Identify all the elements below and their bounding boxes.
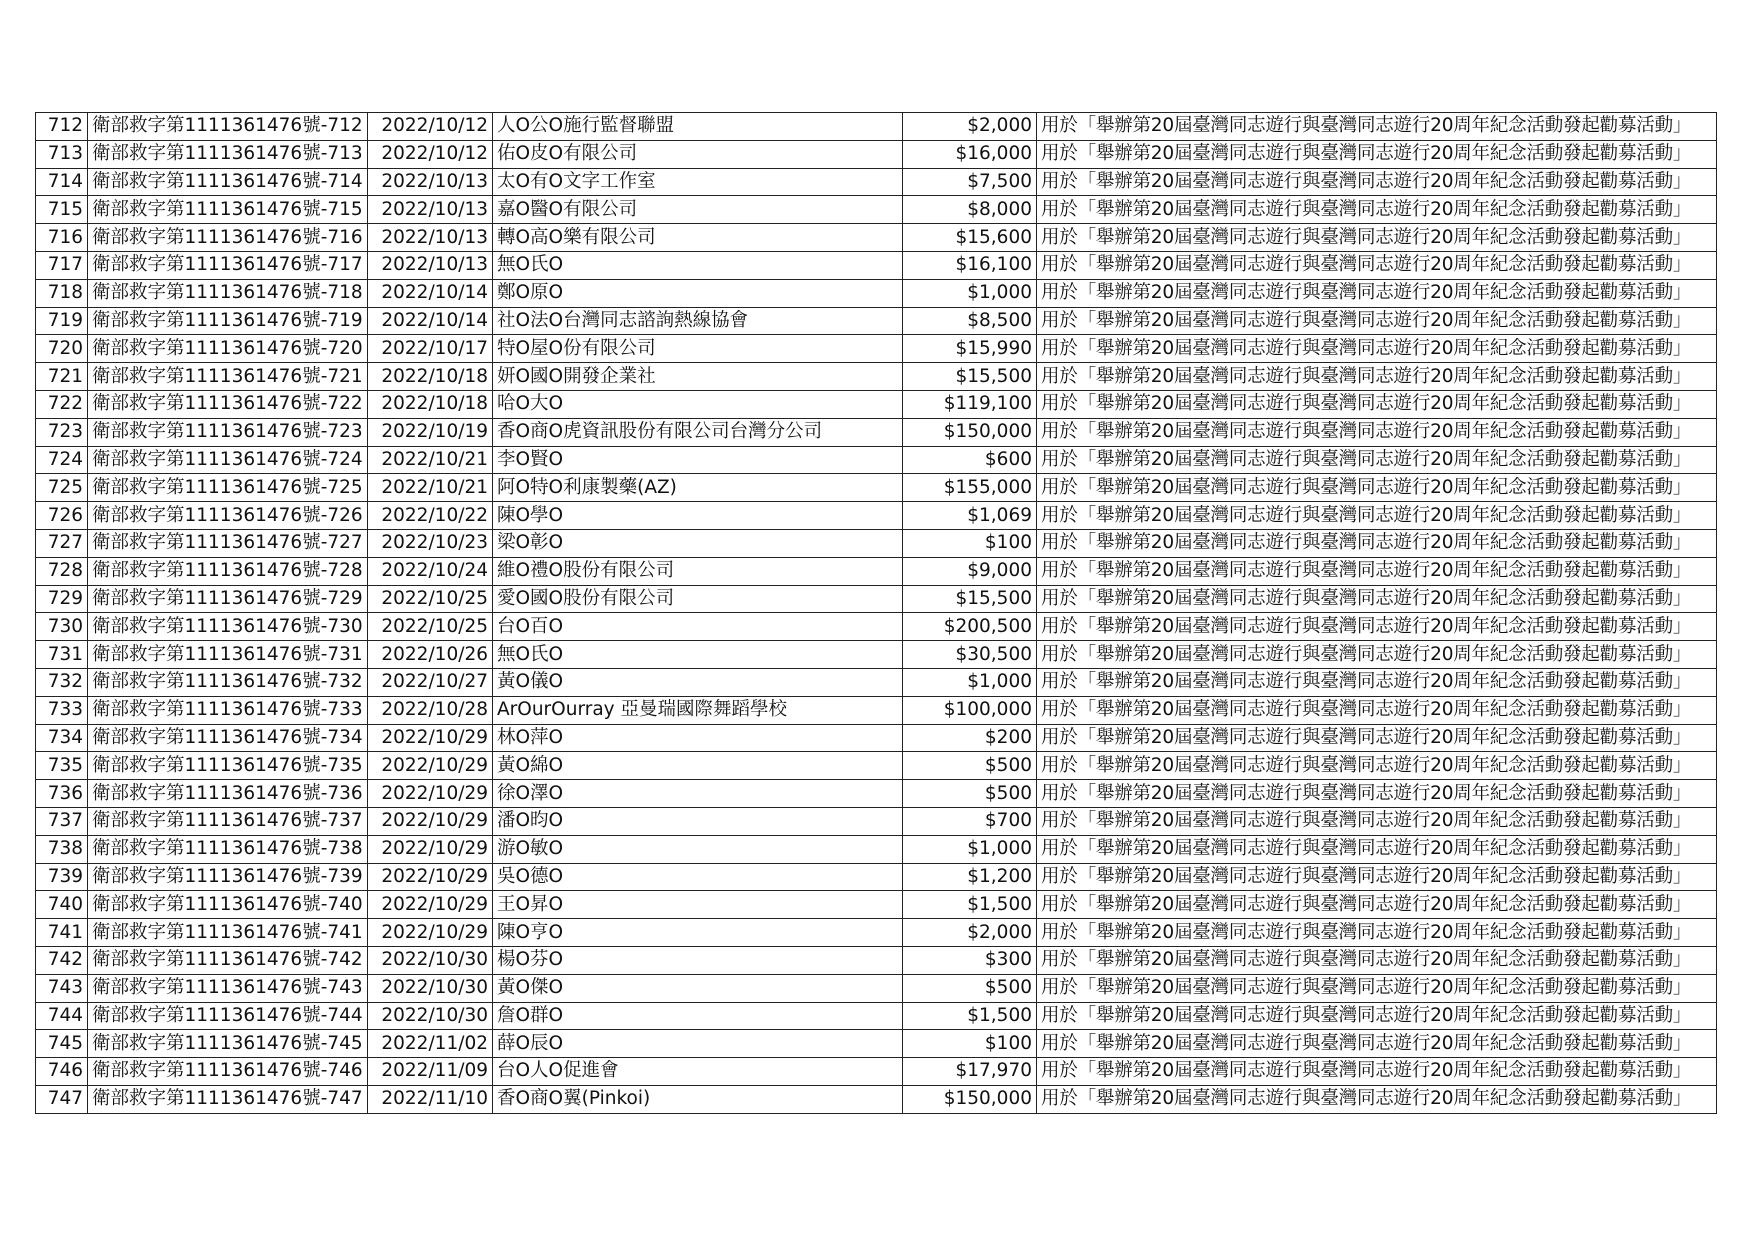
donation-date-cell: 2022/11/09 [368,1058,493,1086]
table-row [36,446,1717,474]
approval-reference-cell: 衛部救字第1111361476號-718 [88,279,368,307]
table-row [36,946,1717,974]
donor-name-cell: 維O禮O股份有限公司 [493,557,903,585]
approval-reference-cell: 衛部救字第1111361476號-717 [88,251,368,279]
table-row [36,279,1717,307]
approval-reference-cell: 衛部救字第1111361476號-734 [88,724,368,752]
donor-name-cell: 香O商O翼(Pinkoi) [493,1085,903,1113]
approval-reference-cell: 衛部救字第1111361476號-720 [88,335,368,363]
table-row [36,168,1717,196]
serial-number-cell: 744 [36,1002,88,1030]
purpose-cell: 用於「舉辦第20屆臺灣同志遊行與臺灣同志遊行20周年紀念活動發起勸募活動」 [1037,919,1717,947]
approval-reference-cell: 衛部救字第1111361476號-732 [88,668,368,696]
purpose-cell: 用於「舉辦第20屆臺灣同志遊行與臺灣同志遊行20周年紀念活動發起勸募活動」 [1037,780,1717,808]
purpose-cell: 用於「舉辦第20屆臺灣同志遊行與臺灣同志遊行20周年紀念活動發起勸募活動」 [1037,891,1717,919]
approval-reference-cell: 衛部救字第1111361476號-726 [88,502,368,530]
purpose-cell: 用於「舉辦第20屆臺灣同志遊行與臺灣同志遊行20周年紀念活動發起勸募活動」 [1037,529,1717,557]
serial-number-cell: 725 [36,474,88,502]
serial-number-cell: 716 [36,224,88,252]
serial-number-cell: 723 [36,418,88,446]
donation-date-cell: 2022/10/13 [368,168,493,196]
purpose-cell: 用於「舉辦第20屆臺灣同志遊行與臺灣同志遊行20周年紀念活動發起勸募活動」 [1037,1058,1717,1086]
donation-date-cell: 2022/10/12 [368,140,493,168]
serial-number-cell: 742 [36,946,88,974]
donor-name-cell: 詹O群O [493,1002,903,1030]
purpose-cell: 用於「舉辦第20屆臺灣同志遊行與臺灣同志遊行20周年紀念活動發起勸募活動」 [1037,641,1717,669]
table-row [36,113,1717,141]
donation-date-cell: 2022/10/30 [368,946,493,974]
amount-cell: $1,000 [903,279,1037,307]
donor-name-cell: 愛O國O股份有限公司 [493,585,903,613]
purpose-cell: 用於「舉辦第20屆臺灣同志遊行與臺灣同志遊行20周年紀念活動發起勸募活動」 [1037,613,1717,641]
table-row [36,529,1717,557]
donor-name-cell: 妍O國O開發企業社 [493,363,903,391]
donor-name-cell: 潘O昀O [493,807,903,835]
donation-date-cell: 2022/10/19 [368,418,493,446]
approval-reference-cell: 衛部救字第1111361476號-716 [88,224,368,252]
donation-date-cell: 2022/10/26 [368,641,493,669]
amount-cell: $119,100 [903,390,1037,418]
donation-date-cell: 2022/10/29 [368,752,493,780]
purpose-cell: 用於「舉辦第20屆臺灣同志遊行與臺灣同志遊行20周年紀念活動發起勸募活動」 [1037,113,1717,141]
serial-number-cell: 745 [36,1030,88,1058]
approval-reference-cell: 衛部救字第1111361476號-737 [88,807,368,835]
amount-cell: $15,500 [903,363,1037,391]
amount-cell: $100 [903,1030,1037,1058]
donation-date-cell: 2022/10/21 [368,446,493,474]
amount-cell: $9,000 [903,557,1037,585]
table-row [36,724,1717,752]
purpose-cell: 用於「舉辦第20屆臺灣同志遊行與臺灣同志遊行20周年紀念活動發起勸募活動」 [1037,863,1717,891]
serial-number-cell: 741 [36,919,88,947]
serial-number-cell: 719 [36,307,88,335]
serial-number-cell: 712 [36,113,88,141]
donor-name-cell: 黃O綿O [493,752,903,780]
table-row [36,557,1717,585]
purpose-cell: 用於「舉辦第20屆臺灣同志遊行與臺灣同志遊行20周年紀念活動發起勸募活動」 [1037,196,1717,224]
purpose-cell: 用於「舉辦第20屆臺灣同志遊行與臺灣同志遊行20周年紀念活動發起勸募活動」 [1037,168,1717,196]
approval-reference-cell: 衛部救字第1111361476號-744 [88,1002,368,1030]
donation-date-cell: 2022/10/25 [368,585,493,613]
amount-cell: $8,000 [903,196,1037,224]
serial-number-cell: 743 [36,974,88,1002]
amount-cell: $150,000 [903,418,1037,446]
donor-name-cell: 薛O辰O [493,1030,903,1058]
amount-cell: $15,990 [903,335,1037,363]
donation-date-cell: 2022/10/25 [368,613,493,641]
donor-name-cell: 太O有O文字工作室 [493,168,903,196]
amount-cell: $16,100 [903,251,1037,279]
donation-date-cell: 2022/10/12 [368,113,493,141]
approval-reference-cell: 衛部救字第1111361476號-722 [88,390,368,418]
amount-cell: $500 [903,752,1037,780]
serial-number-cell: 721 [36,363,88,391]
serial-number-cell: 718 [36,279,88,307]
purpose-cell: 用於「舉辦第20屆臺灣同志遊行與臺灣同志遊行20周年紀念活動發起勸募活動」 [1037,446,1717,474]
purpose-cell: 用於「舉辦第20屆臺灣同志遊行與臺灣同志遊行20周年紀念活動發起勸募活動」 [1037,724,1717,752]
donation-ledger-table [35,112,1717,1114]
amount-cell: $300 [903,946,1037,974]
table-row [36,668,1717,696]
donation-date-cell: 2022/10/28 [368,696,493,724]
amount-cell: $2,000 [903,919,1037,947]
table-row [36,502,1717,530]
table-row [36,919,1717,947]
donor-name-cell: 哈O大O [493,390,903,418]
purpose-cell: 用於「舉辦第20屆臺灣同志遊行與臺灣同志遊行20周年紀念活動發起勸募活動」 [1037,418,1717,446]
amount-cell: $15,600 [903,224,1037,252]
donation-date-cell: 2022/10/29 [368,891,493,919]
donor-name-cell: 吳O德O [493,863,903,891]
serial-number-cell: 722 [36,390,88,418]
donation-date-cell: 2022/10/29 [368,919,493,947]
donor-name-cell: 徐O澤O [493,780,903,808]
amount-cell: $2,000 [903,113,1037,141]
approval-reference-cell: 衛部救字第1111361476號-739 [88,863,368,891]
purpose-cell: 用於「舉辦第20屆臺灣同志遊行與臺灣同志遊行20周年紀念活動發起勸募活動」 [1037,946,1717,974]
donor-name-cell: ArOurOurray 亞曼瑞國際舞蹈學校 [493,696,903,724]
serial-number-cell: 732 [36,668,88,696]
donation-date-cell: 2022/10/13 [368,251,493,279]
amount-cell: $16,000 [903,140,1037,168]
donation-date-cell: 2022/10/14 [368,279,493,307]
donation-date-cell: 2022/10/21 [368,474,493,502]
amount-cell: $500 [903,780,1037,808]
purpose-cell: 用於「舉辦第20屆臺灣同志遊行與臺灣同志遊行20周年紀念活動發起勸募活動」 [1037,807,1717,835]
amount-cell: $1,000 [903,835,1037,863]
donation-date-cell: 2022/10/13 [368,224,493,252]
ledger-body [36,113,1717,1114]
table-row [36,418,1717,446]
table-row [36,140,1717,168]
donation-date-cell: 2022/10/23 [368,529,493,557]
purpose-cell: 用於「舉辦第20屆臺灣同志遊行與臺灣同志遊行20周年紀念活動發起勸募活動」 [1037,974,1717,1002]
donor-name-cell: 特O屋O份有限公司 [493,335,903,363]
table-row [36,196,1717,224]
donation-date-cell: 2022/11/10 [368,1085,493,1113]
table-row [36,251,1717,279]
table-row [36,307,1717,335]
donation-date-cell: 2022/10/24 [368,557,493,585]
table-row [36,613,1717,641]
serial-number-cell: 730 [36,613,88,641]
table-row [36,363,1717,391]
table-row [36,585,1717,613]
donor-name-cell: 林O萍O [493,724,903,752]
purpose-cell: 用於「舉辦第20屆臺灣同志遊行與臺灣同志遊行20周年紀念活動發起勸募活動」 [1037,363,1717,391]
purpose-cell: 用於「舉辦第20屆臺灣同志遊行與臺灣同志遊行20周年紀念活動發起勸募活動」 [1037,279,1717,307]
donation-date-cell: 2022/10/30 [368,974,493,1002]
donor-name-cell: 王O昇O [493,891,903,919]
serial-number-cell: 726 [36,502,88,530]
donor-name-cell: 香O商O虎資訊股份有限公司台灣分公司 [493,418,903,446]
donor-name-cell: 無O氏O [493,641,903,669]
table-row [36,224,1717,252]
approval-reference-cell: 衛部救字第1111361476號-746 [88,1058,368,1086]
approval-reference-cell: 衛部救字第1111361476號-719 [88,307,368,335]
approval-reference-cell: 衛部救字第1111361476號-724 [88,446,368,474]
donor-name-cell: 梁O彰O [493,529,903,557]
serial-number-cell: 739 [36,863,88,891]
donor-name-cell: 阿O特O利康製藥(AZ) [493,474,903,502]
serial-number-cell: 714 [36,168,88,196]
table-row [36,1030,1717,1058]
amount-cell: $17,970 [903,1058,1037,1086]
donor-name-cell: 佑O皮O有限公司 [493,140,903,168]
amount-cell: $1,200 [903,863,1037,891]
approval-reference-cell: 衛部救字第1111361476號-741 [88,919,368,947]
approval-reference-cell: 衛部救字第1111361476號-729 [88,585,368,613]
amount-cell: $600 [903,446,1037,474]
purpose-cell: 用於「舉辦第20屆臺灣同志遊行與臺灣同志遊行20周年紀念活動發起勸募活動」 [1037,585,1717,613]
table-row [36,1085,1717,1113]
donor-name-cell: 李O賢O [493,446,903,474]
serial-number-cell: 747 [36,1085,88,1113]
approval-reference-cell: 衛部救字第1111361476號-738 [88,835,368,863]
approval-reference-cell: 衛部救字第1111361476號-743 [88,974,368,1002]
table-row [36,807,1717,835]
approval-reference-cell: 衛部救字第1111361476號-725 [88,474,368,502]
purpose-cell: 用於「舉辦第20屆臺灣同志遊行與臺灣同志遊行20周年紀念活動發起勸募活動」 [1037,502,1717,530]
donor-name-cell: 黃O儀O [493,668,903,696]
purpose-cell: 用於「舉辦第20屆臺灣同志遊行與臺灣同志遊行20周年紀念活動發起勸募活動」 [1037,668,1717,696]
serial-number-cell: 733 [36,696,88,724]
amount-cell: $200 [903,724,1037,752]
donation-date-cell: 2022/10/29 [368,863,493,891]
serial-number-cell: 729 [36,585,88,613]
purpose-cell: 用於「舉辦第20屆臺灣同志遊行與臺灣同志遊行20周年紀念活動發起勸募活動」 [1037,224,1717,252]
amount-cell: $30,500 [903,641,1037,669]
serial-number-cell: 737 [36,807,88,835]
table-row [36,863,1717,891]
serial-number-cell: 724 [36,446,88,474]
serial-number-cell: 746 [36,1058,88,1086]
table-row [36,1002,1717,1030]
approval-reference-cell: 衛部救字第1111361476號-728 [88,557,368,585]
serial-number-cell: 736 [36,780,88,808]
donation-date-cell: 2022/10/29 [368,807,493,835]
table-row [36,835,1717,863]
donation-date-cell: 2022/10/29 [368,724,493,752]
table-row [36,752,1717,780]
table-row [36,891,1717,919]
approval-reference-cell: 衛部救字第1111361476號-715 [88,196,368,224]
donation-date-cell: 2022/10/27 [368,668,493,696]
approval-reference-cell: 衛部救字第1111361476號-742 [88,946,368,974]
approval-reference-cell: 衛部救字第1111361476號-714 [88,168,368,196]
amount-cell: $200,500 [903,613,1037,641]
donor-name-cell: 黃O傑O [493,974,903,1002]
table-row [36,641,1717,669]
donation-date-cell: 2022/10/30 [368,1002,493,1030]
amount-cell: $155,000 [903,474,1037,502]
donor-name-cell: 轉O高O樂有限公司 [493,224,903,252]
serial-number-cell: 717 [36,251,88,279]
approval-reference-cell: 衛部救字第1111361476號-721 [88,363,368,391]
donor-name-cell: 嘉O醫O有限公司 [493,196,903,224]
amount-cell: $15,500 [903,585,1037,613]
approval-reference-cell: 衛部救字第1111361476號-736 [88,780,368,808]
table-row [36,474,1717,502]
purpose-cell: 用於「舉辦第20屆臺灣同志遊行與臺灣同志遊行20周年紀念活動發起勸募活動」 [1037,390,1717,418]
donation-date-cell: 2022/10/29 [368,835,493,863]
donation-date-cell: 2022/10/13 [368,196,493,224]
donor-name-cell: 人O公O施行監督聯盟 [493,113,903,141]
amount-cell: $1,069 [903,502,1037,530]
serial-number-cell: 740 [36,891,88,919]
table-row [36,1058,1717,1086]
serial-number-cell: 715 [36,196,88,224]
purpose-cell: 用於「舉辦第20屆臺灣同志遊行與臺灣同志遊行20周年紀念活動發起勸募活動」 [1037,835,1717,863]
approval-reference-cell: 衛部救字第1111361476號-747 [88,1085,368,1113]
donor-name-cell: 台O百O [493,613,903,641]
approval-reference-cell: 衛部救字第1111361476號-730 [88,613,368,641]
donation-date-cell: 2022/10/18 [368,363,493,391]
table-row [36,974,1717,1002]
purpose-cell: 用於「舉辦第20屆臺灣同志遊行與臺灣同志遊行20周年紀念活動發起勸募活動」 [1037,696,1717,724]
table-row [36,335,1717,363]
purpose-cell: 用於「舉辦第20屆臺灣同志遊行與臺灣同志遊行20周年紀念活動發起勸募活動」 [1037,307,1717,335]
amount-cell: $500 [903,974,1037,1002]
donation-date-cell: 2022/10/18 [368,390,493,418]
purpose-cell: 用於「舉辦第20屆臺灣同志遊行與臺灣同志遊行20周年紀念活動發起勸募活動」 [1037,1002,1717,1030]
approval-reference-cell: 衛部救字第1111361476號-733 [88,696,368,724]
table-row [36,390,1717,418]
table-row [36,780,1717,808]
amount-cell: $1,500 [903,1002,1037,1030]
serial-number-cell: 728 [36,557,88,585]
serial-number-cell: 734 [36,724,88,752]
serial-number-cell: 731 [36,641,88,669]
approval-reference-cell: 衛部救字第1111361476號-735 [88,752,368,780]
purpose-cell: 用於「舉辦第20屆臺灣同志遊行與臺灣同志遊行20周年紀念活動發起勸募活動」 [1037,251,1717,279]
purpose-cell: 用於「舉辦第20屆臺灣同志遊行與臺灣同志遊行20周年紀念活動發起勸募活動」 [1037,140,1717,168]
serial-number-cell: 727 [36,529,88,557]
serial-number-cell: 738 [36,835,88,863]
donor-name-cell: 陳O學O [493,502,903,530]
purpose-cell: 用於「舉辦第20屆臺灣同志遊行與臺灣同志遊行20周年紀念活動發起勸募活動」 [1037,752,1717,780]
serial-number-cell: 735 [36,752,88,780]
amount-cell: $150,000 [903,1085,1037,1113]
donation-date-cell: 2022/10/22 [368,502,493,530]
donor-name-cell: 陳O亨O [493,919,903,947]
approval-reference-cell: 衛部救字第1111361476號-727 [88,529,368,557]
amount-cell: $100,000 [903,696,1037,724]
approval-reference-cell: 衛部救字第1111361476號-740 [88,891,368,919]
purpose-cell: 用於「舉辦第20屆臺灣同志遊行與臺灣同志遊行20周年紀念活動發起勸募活動」 [1037,1030,1717,1058]
donation-date-cell: 2022/10/29 [368,780,493,808]
donor-name-cell: 鄭O原O [493,279,903,307]
table-row [36,696,1717,724]
amount-cell: $100 [903,529,1037,557]
donor-name-cell: 游O敏O [493,835,903,863]
serial-number-cell: 720 [36,335,88,363]
donation-date-cell: 2022/11/02 [368,1030,493,1058]
amount-cell: $1,500 [903,891,1037,919]
donation-date-cell: 2022/10/14 [368,307,493,335]
purpose-cell: 用於「舉辦第20屆臺灣同志遊行與臺灣同志遊行20周年紀念活動發起勸募活動」 [1037,335,1717,363]
purpose-cell: 用於「舉辦第20屆臺灣同志遊行與臺灣同志遊行20周年紀念活動發起勸募活動」 [1037,1085,1717,1113]
donor-name-cell: 無O氏O [493,251,903,279]
donor-name-cell: 楊O芬O [493,946,903,974]
donor-name-cell: 台O人O促進會 [493,1058,903,1086]
approval-reference-cell: 衛部救字第1111361476號-745 [88,1030,368,1058]
purpose-cell: 用於「舉辦第20屆臺灣同志遊行與臺灣同志遊行20周年紀念活動發起勸募活動」 [1037,557,1717,585]
purpose-cell: 用於「舉辦第20屆臺灣同志遊行與臺灣同志遊行20周年紀念活動發起勸募活動」 [1037,474,1717,502]
approval-reference-cell: 衛部救字第1111361476號-731 [88,641,368,669]
amount-cell: $7,500 [903,168,1037,196]
serial-number-cell: 713 [36,140,88,168]
amount-cell: $8,500 [903,307,1037,335]
donation-date-cell: 2022/10/17 [368,335,493,363]
amount-cell: $700 [903,807,1037,835]
donor-name-cell: 社O法O台灣同志諮詢熱線協會 [493,307,903,335]
approval-reference-cell: 衛部救字第1111361476號-712 [88,113,368,141]
approval-reference-cell: 衛部救字第1111361476號-723 [88,418,368,446]
approval-reference-cell: 衛部救字第1111361476號-713 [88,140,368,168]
amount-cell: $1,000 [903,668,1037,696]
